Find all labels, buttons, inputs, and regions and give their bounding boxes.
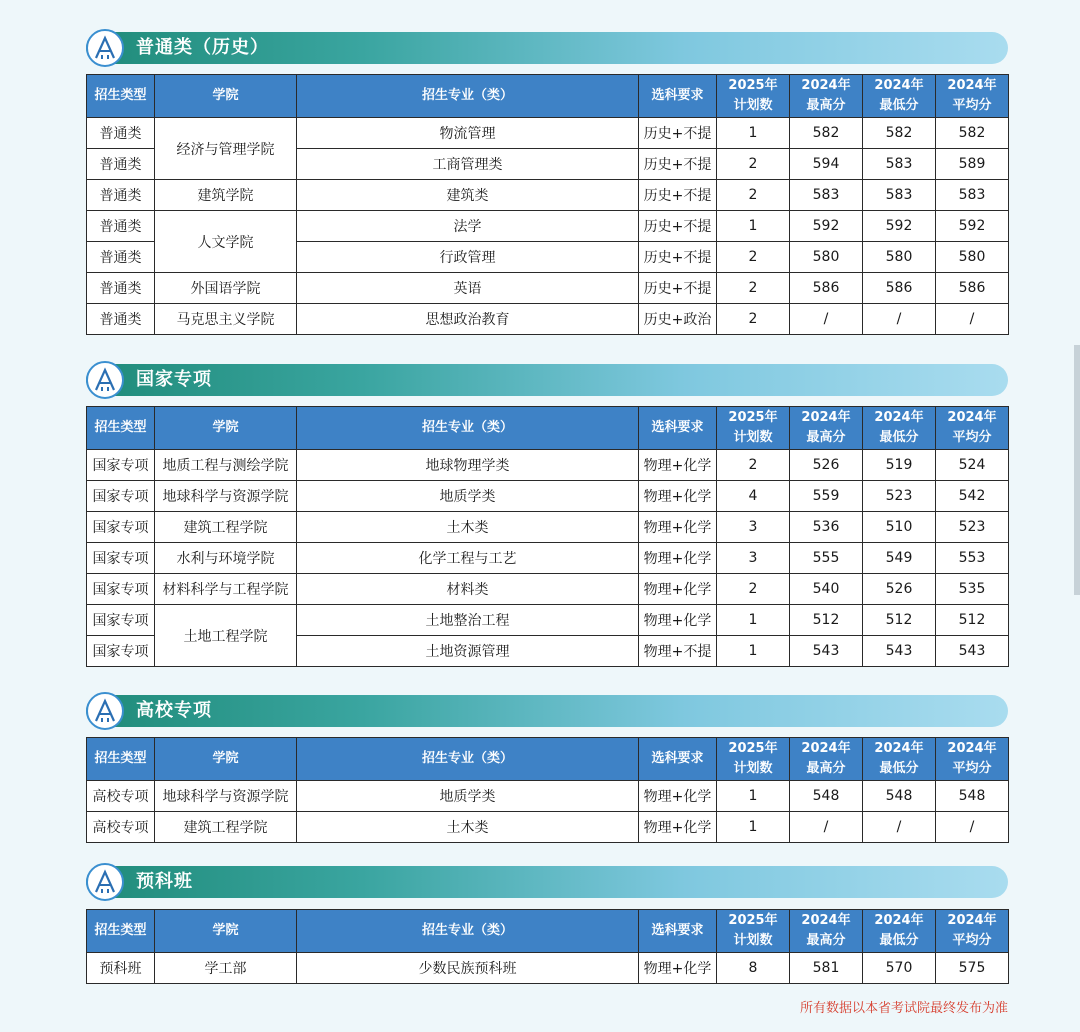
col-header-college: 学院 bbox=[155, 738, 297, 781]
cell-avg: 523 bbox=[936, 512, 1009, 543]
cell-max: 580 bbox=[790, 242, 863, 273]
cell-min: 583 bbox=[863, 180, 936, 211]
cell-max: 526 bbox=[790, 450, 863, 481]
header-label: 计划数 bbox=[733, 761, 773, 776]
col-header-type: 招生类型 bbox=[87, 407, 155, 450]
cell-max: / bbox=[790, 812, 863, 843]
cell-type: 普通类 bbox=[87, 180, 155, 211]
col-header-max bbox=[790, 738, 863, 781]
cell-max: / bbox=[790, 304, 863, 335]
admission-table bbox=[86, 406, 1009, 667]
cell-avg: 575 bbox=[936, 953, 1009, 984]
cell-plan: 2 bbox=[717, 242, 790, 273]
col-header-subject: 选科要求 bbox=[639, 910, 717, 953]
section-banner bbox=[86, 364, 1008, 396]
col-header-major: 招生专业（类） bbox=[297, 407, 639, 450]
cell-min: 548 bbox=[863, 781, 936, 812]
cell-major: 物流管理 bbox=[297, 118, 639, 149]
col-header-avg bbox=[936, 738, 1009, 781]
col-header-plan bbox=[717, 75, 790, 118]
cell-subject: 历史+不提 bbox=[639, 242, 717, 273]
table-row bbox=[87, 781, 1009, 812]
header-label: 最低分 bbox=[879, 98, 919, 113]
header-label: 平均分 bbox=[952, 98, 992, 113]
cell-min: 526 bbox=[863, 574, 936, 605]
cell-avg: 580 bbox=[936, 242, 1009, 273]
header-label: 平均分 bbox=[952, 761, 992, 776]
cell-major: 地球物理学类 bbox=[297, 450, 639, 481]
section-title: 国家专项 bbox=[136, 369, 212, 390]
table-row bbox=[87, 481, 1009, 512]
header-year: 2024年 bbox=[801, 78, 851, 93]
header-year: 2024年 bbox=[801, 741, 851, 756]
col-header-avg bbox=[936, 75, 1009, 118]
cell-major: 地质学类 bbox=[297, 481, 639, 512]
col-header-plan bbox=[717, 407, 790, 450]
cell-plan: 1 bbox=[717, 118, 790, 149]
cell-min: 580 bbox=[863, 242, 936, 273]
col-header-major: 招生专业（类） bbox=[297, 75, 639, 118]
cell-avg: 586 bbox=[936, 273, 1009, 304]
cell-avg: 542 bbox=[936, 481, 1009, 512]
cell-college: 经济与管理学院 bbox=[155, 118, 297, 180]
cell-avg: 543 bbox=[936, 636, 1009, 667]
cell-max: 548 bbox=[790, 781, 863, 812]
cell-max: 555 bbox=[790, 543, 863, 574]
table-row bbox=[87, 605, 1009, 636]
cell-major: 土地资源管理 bbox=[297, 636, 639, 667]
cell-avg: / bbox=[936, 812, 1009, 843]
section-title: 普通类（历史） bbox=[136, 37, 269, 58]
cell-avg: 592 bbox=[936, 211, 1009, 242]
table-row bbox=[87, 512, 1009, 543]
header-label: 最高分 bbox=[806, 430, 846, 445]
cell-avg: 512 bbox=[936, 605, 1009, 636]
cell-college: 建筑工程学院 bbox=[155, 812, 297, 843]
cell-type: 普通类 bbox=[87, 273, 155, 304]
header-year: 2025年 bbox=[728, 913, 778, 928]
col-header-major: 招生专业（类） bbox=[297, 738, 639, 781]
cell-major: 材料类 bbox=[297, 574, 639, 605]
table-row bbox=[87, 953, 1009, 984]
col-header-plan bbox=[717, 910, 790, 953]
cell-plan: 4 bbox=[717, 481, 790, 512]
cell-college: 外国语学院 bbox=[155, 273, 297, 304]
cell-plan: 2 bbox=[717, 450, 790, 481]
cell-min: 512 bbox=[863, 605, 936, 636]
cell-major: 英语 bbox=[297, 273, 639, 304]
cell-subject: 物理+化学 bbox=[639, 574, 717, 605]
university-logo-icon bbox=[86, 692, 124, 730]
cell-plan: 2 bbox=[717, 149, 790, 180]
header-year: 2024年 bbox=[874, 741, 924, 756]
header-label: 平均分 bbox=[952, 933, 992, 948]
cell-plan: 1 bbox=[717, 812, 790, 843]
table-header-row bbox=[87, 910, 1009, 953]
cell-plan: 1 bbox=[717, 781, 790, 812]
col-header-min bbox=[863, 910, 936, 953]
col-header-major: 招生专业（类） bbox=[297, 910, 639, 953]
university-logo-icon bbox=[86, 29, 124, 67]
cell-avg: 524 bbox=[936, 450, 1009, 481]
cell-major: 行政管理 bbox=[297, 242, 639, 273]
cell-plan: 2 bbox=[717, 304, 790, 335]
cell-type: 高校专项 bbox=[87, 781, 155, 812]
cell-subject: 历史+不提 bbox=[639, 211, 717, 242]
cell-max: 586 bbox=[790, 273, 863, 304]
cell-college: 材料科学与工程学院 bbox=[155, 574, 297, 605]
cell-college: 地球科学与资源学院 bbox=[155, 481, 297, 512]
cell-major: 建筑类 bbox=[297, 180, 639, 211]
header-label: 最低分 bbox=[879, 933, 919, 948]
section-title: 高校专项 bbox=[136, 700, 212, 721]
cell-min: 543 bbox=[863, 636, 936, 667]
cell-college: 地球科学与资源学院 bbox=[155, 781, 297, 812]
col-header-type: 招生类型 bbox=[87, 910, 155, 953]
cell-max: 536 bbox=[790, 512, 863, 543]
cell-major: 土地整治工程 bbox=[297, 605, 639, 636]
cell-major: 少数民族预科班 bbox=[297, 953, 639, 984]
col-header-avg bbox=[936, 910, 1009, 953]
cell-college: 建筑工程学院 bbox=[155, 512, 297, 543]
table-row bbox=[87, 211, 1009, 242]
cell-max: 543 bbox=[790, 636, 863, 667]
cell-max: 583 bbox=[790, 180, 863, 211]
col-header-max bbox=[790, 75, 863, 118]
header-year: 2024年 bbox=[874, 913, 924, 928]
col-header-subject: 选科要求 bbox=[639, 407, 717, 450]
cell-major: 地质学类 bbox=[297, 781, 639, 812]
cell-min: 519 bbox=[863, 450, 936, 481]
header-label: 最高分 bbox=[806, 761, 846, 776]
cell-college: 马克思主义学院 bbox=[155, 304, 297, 335]
cell-plan: 3 bbox=[717, 543, 790, 574]
cell-college: 土地工程学院 bbox=[155, 605, 297, 667]
header-year: 2024年 bbox=[874, 410, 924, 425]
cell-type: 国家专项 bbox=[87, 605, 155, 636]
col-header-subject: 选科要求 bbox=[639, 738, 717, 781]
cell-subject: 历史+不提 bbox=[639, 273, 717, 304]
cell-subject: 物理+不提 bbox=[639, 636, 717, 667]
cell-plan: 3 bbox=[717, 512, 790, 543]
cell-type: 国家专项 bbox=[87, 512, 155, 543]
cell-subject: 物理+化学 bbox=[639, 781, 717, 812]
cell-type: 国家专项 bbox=[87, 450, 155, 481]
cell-avg: 535 bbox=[936, 574, 1009, 605]
col-header-type: 招生类型 bbox=[87, 738, 155, 781]
cell-subject: 历史+政治 bbox=[639, 304, 717, 335]
cell-max: 540 bbox=[790, 574, 863, 605]
col-header-college: 学院 bbox=[155, 75, 297, 118]
cell-type: 国家专项 bbox=[87, 636, 155, 667]
table-header-row bbox=[87, 75, 1009, 118]
cell-min: / bbox=[863, 304, 936, 335]
cell-max: 582 bbox=[790, 118, 863, 149]
cell-plan: 1 bbox=[717, 211, 790, 242]
table-row bbox=[87, 118, 1009, 149]
cell-type: 普通类 bbox=[87, 149, 155, 180]
cell-subject: 历史+不提 bbox=[639, 118, 717, 149]
section-banner bbox=[86, 695, 1008, 727]
header-label: 最低分 bbox=[879, 761, 919, 776]
header-year: 2025年 bbox=[728, 78, 778, 93]
cell-type: 国家专项 bbox=[87, 574, 155, 605]
cell-max: 594 bbox=[790, 149, 863, 180]
header-year: 2024年 bbox=[947, 913, 997, 928]
header-year: 2024年 bbox=[801, 913, 851, 928]
cell-subject: 历史+不提 bbox=[639, 149, 717, 180]
cell-min: / bbox=[863, 812, 936, 843]
cell-subject: 物理+化学 bbox=[639, 481, 717, 512]
cell-avg: 589 bbox=[936, 149, 1009, 180]
cell-college: 建筑学院 bbox=[155, 180, 297, 211]
cell-college: 地质工程与测绘学院 bbox=[155, 450, 297, 481]
university-logo-icon bbox=[86, 361, 124, 399]
cell-plan: 1 bbox=[717, 636, 790, 667]
cell-college: 水利与环境学院 bbox=[155, 543, 297, 574]
cell-type: 国家专项 bbox=[87, 481, 155, 512]
cell-type: 国家专项 bbox=[87, 543, 155, 574]
cell-max: 581 bbox=[790, 953, 863, 984]
cell-college: 人文学院 bbox=[155, 211, 297, 273]
cell-type: 普通类 bbox=[87, 304, 155, 335]
cell-min: 510 bbox=[863, 512, 936, 543]
cell-min: 582 bbox=[863, 118, 936, 149]
cell-subject: 物理+化学 bbox=[639, 543, 717, 574]
header-label: 最高分 bbox=[806, 933, 846, 948]
cell-avg: 582 bbox=[936, 118, 1009, 149]
table-header-row bbox=[87, 738, 1009, 781]
header-label: 计划数 bbox=[733, 430, 773, 445]
cell-subject: 物理+化学 bbox=[639, 605, 717, 636]
cell-min: 586 bbox=[863, 273, 936, 304]
cell-major: 土木类 bbox=[297, 812, 639, 843]
admission-table bbox=[86, 737, 1009, 843]
section-banner bbox=[86, 866, 1008, 898]
cell-min: 570 bbox=[863, 953, 936, 984]
cell-plan: 2 bbox=[717, 574, 790, 605]
admission-table bbox=[86, 909, 1009, 984]
cell-avg: 583 bbox=[936, 180, 1009, 211]
col-header-max bbox=[790, 407, 863, 450]
header-year: 2024年 bbox=[947, 410, 997, 425]
header-year: 2024年 bbox=[947, 78, 997, 93]
header-label: 最低分 bbox=[879, 430, 919, 445]
cell-avg: 553 bbox=[936, 543, 1009, 574]
col-header-college: 学院 bbox=[155, 910, 297, 953]
col-header-avg bbox=[936, 407, 1009, 450]
cell-subject: 物理+化学 bbox=[639, 512, 717, 543]
cell-subject: 物理+化学 bbox=[639, 812, 717, 843]
col-header-plan bbox=[717, 738, 790, 781]
header-year: 2025年 bbox=[728, 741, 778, 756]
header-label: 最高分 bbox=[806, 98, 846, 113]
cell-min: 583 bbox=[863, 149, 936, 180]
cell-type: 普通类 bbox=[87, 242, 155, 273]
header-year: 2025年 bbox=[728, 410, 778, 425]
table-row bbox=[87, 180, 1009, 211]
cell-plan: 2 bbox=[717, 273, 790, 304]
header-year: 2024年 bbox=[801, 410, 851, 425]
cell-subject: 历史+不提 bbox=[639, 180, 717, 211]
cell-max: 592 bbox=[790, 211, 863, 242]
col-header-max bbox=[790, 910, 863, 953]
footnote: 所有数据以本省考试院最终发布为准 bbox=[799, 1001, 1008, 1016]
table-row bbox=[87, 304, 1009, 335]
cell-major: 法学 bbox=[297, 211, 639, 242]
col-header-min bbox=[863, 407, 936, 450]
col-header-type: 招生类型 bbox=[87, 75, 155, 118]
col-header-min bbox=[863, 75, 936, 118]
cell-type: 普通类 bbox=[87, 118, 155, 149]
table-row bbox=[87, 812, 1009, 843]
col-header-subject: 选科要求 bbox=[639, 75, 717, 118]
col-header-min bbox=[863, 738, 936, 781]
col-header-college: 学院 bbox=[155, 407, 297, 450]
page-edge-divider bbox=[1074, 345, 1080, 595]
header-label: 计划数 bbox=[733, 98, 773, 113]
cell-subject: 物理+化学 bbox=[639, 953, 717, 984]
header-year: 2024年 bbox=[874, 78, 924, 93]
cell-major: 思想政治教育 bbox=[297, 304, 639, 335]
cell-plan: 8 bbox=[717, 953, 790, 984]
cell-major: 工商管理类 bbox=[297, 149, 639, 180]
table-row bbox=[87, 450, 1009, 481]
cell-plan: 1 bbox=[717, 605, 790, 636]
cell-college: 学工部 bbox=[155, 953, 297, 984]
admission-table bbox=[86, 74, 1009, 335]
cell-min: 549 bbox=[863, 543, 936, 574]
cell-subject: 物理+化学 bbox=[639, 450, 717, 481]
header-label: 计划数 bbox=[733, 933, 773, 948]
cell-min: 592 bbox=[863, 211, 936, 242]
cell-max: 512 bbox=[790, 605, 863, 636]
cell-major: 土木类 bbox=[297, 512, 639, 543]
cell-avg: 548 bbox=[936, 781, 1009, 812]
cell-type: 高校专项 bbox=[87, 812, 155, 843]
cell-type: 预科班 bbox=[87, 953, 155, 984]
cell-avg: / bbox=[936, 304, 1009, 335]
section-title: 预科班 bbox=[136, 871, 193, 892]
table-header-row bbox=[87, 407, 1009, 450]
cell-type: 普通类 bbox=[87, 211, 155, 242]
header-year: 2024年 bbox=[947, 741, 997, 756]
cell-plan: 2 bbox=[717, 180, 790, 211]
cell-min: 523 bbox=[863, 481, 936, 512]
table-row bbox=[87, 273, 1009, 304]
table-row bbox=[87, 543, 1009, 574]
university-logo-icon bbox=[86, 863, 124, 901]
table-row bbox=[87, 574, 1009, 605]
header-label: 平均分 bbox=[952, 430, 992, 445]
cell-max: 559 bbox=[790, 481, 863, 512]
cell-major: 化学工程与工艺 bbox=[297, 543, 639, 574]
